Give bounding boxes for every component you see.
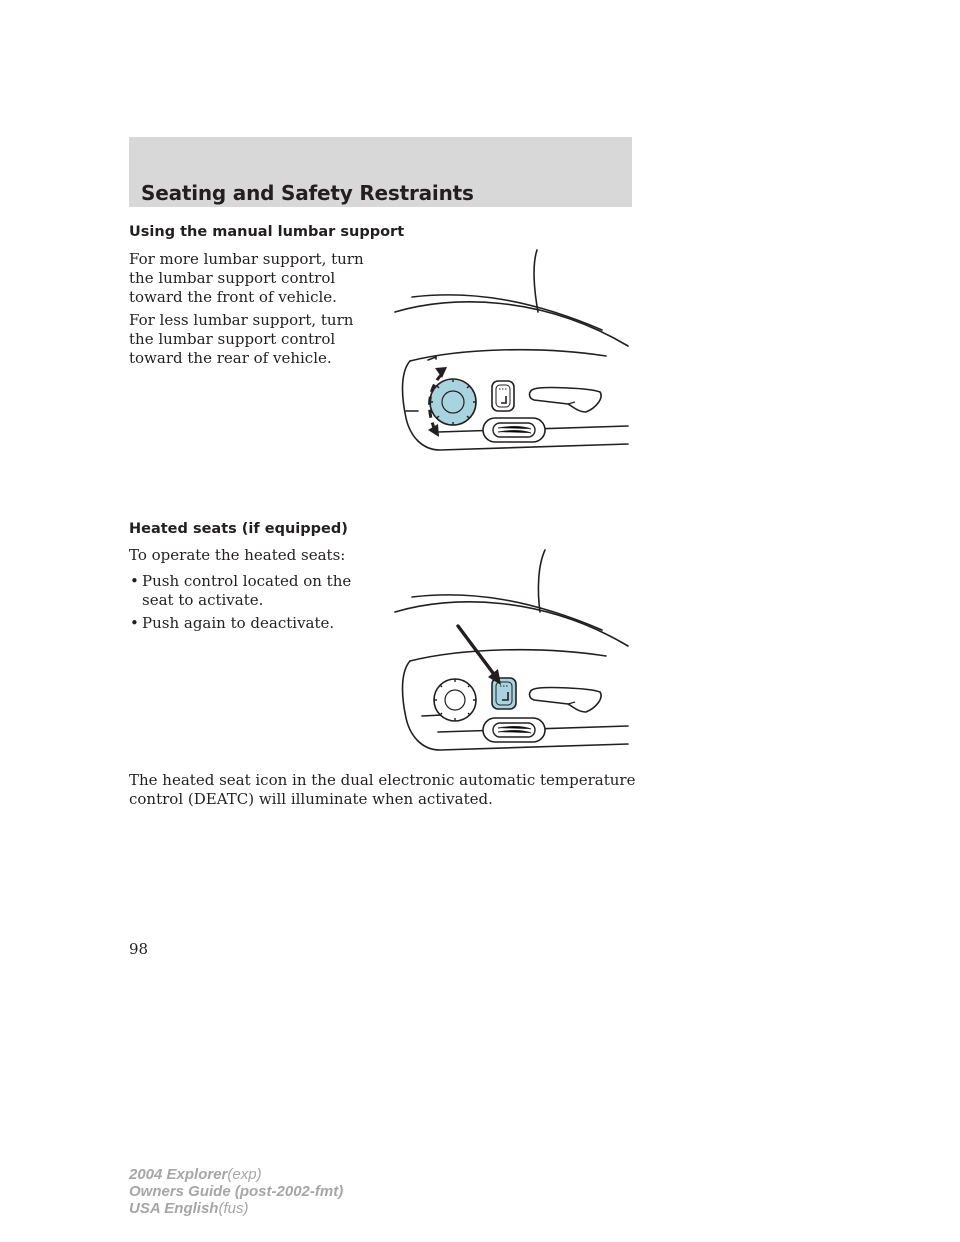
bullet-item: • Push again to deactivate. xyxy=(129,614,379,633)
heated-seat-button xyxy=(492,381,514,411)
footer-guide: Owners Guide (post-2002-fmt) xyxy=(129,1183,344,1200)
bullet-item: • Push control located on the seat to activate. xyxy=(129,572,379,610)
section-header-bar xyxy=(129,137,632,207)
footer-model: 2004 Explorer xyxy=(129,1166,228,1183)
seatback-edge-line xyxy=(534,250,538,312)
lumbar-paragraph-less: For less lumbar support, turn the lumbar support control toward the rear of vehicle. xyxy=(129,311,354,367)
bullet-text: Push again to deactivate. xyxy=(142,614,335,632)
recline-lever xyxy=(530,688,602,712)
deatc-note: The heated seat icon in the dual electronic automatic temperature control (DEATC) will illuminate when activated. xyxy=(129,771,636,808)
heated-seats-heading: Heated seats (if equipped) xyxy=(129,521,348,537)
document-footer xyxy=(129,1166,343,1217)
heated-seat-control-illustration xyxy=(392,540,632,760)
footer-model-code: (exp) xyxy=(227,1166,262,1183)
seatback-edge-line xyxy=(538,550,545,612)
seat-release-handle xyxy=(483,718,545,742)
pointer-arrow xyxy=(458,626,501,685)
section-title: Seating and Safety Restraints xyxy=(141,181,474,205)
seat-cushion-top-line xyxy=(395,302,628,346)
recline-lever xyxy=(530,388,602,412)
heated-seat-button xyxy=(492,678,516,709)
lumbar-paragraph-more: For more lumbar support, turn the lumbar support control toward the front of vehicle. xyxy=(129,250,364,306)
lumbar-control-illustration xyxy=(392,240,632,460)
bullet-text: Push control located on the seat to activate. xyxy=(142,572,352,609)
heated-seats-intro: To operate the heated seats: xyxy=(129,546,346,564)
seat-release-handle xyxy=(483,418,545,442)
page-number: 98 xyxy=(129,940,149,958)
lumbar-heading: Using the manual lumbar support xyxy=(129,224,405,240)
lumbar-knob xyxy=(434,679,476,721)
footer-language-code: (fus) xyxy=(218,1200,249,1217)
footer-language: USA English xyxy=(129,1200,219,1217)
lumbar-knob xyxy=(430,379,476,425)
